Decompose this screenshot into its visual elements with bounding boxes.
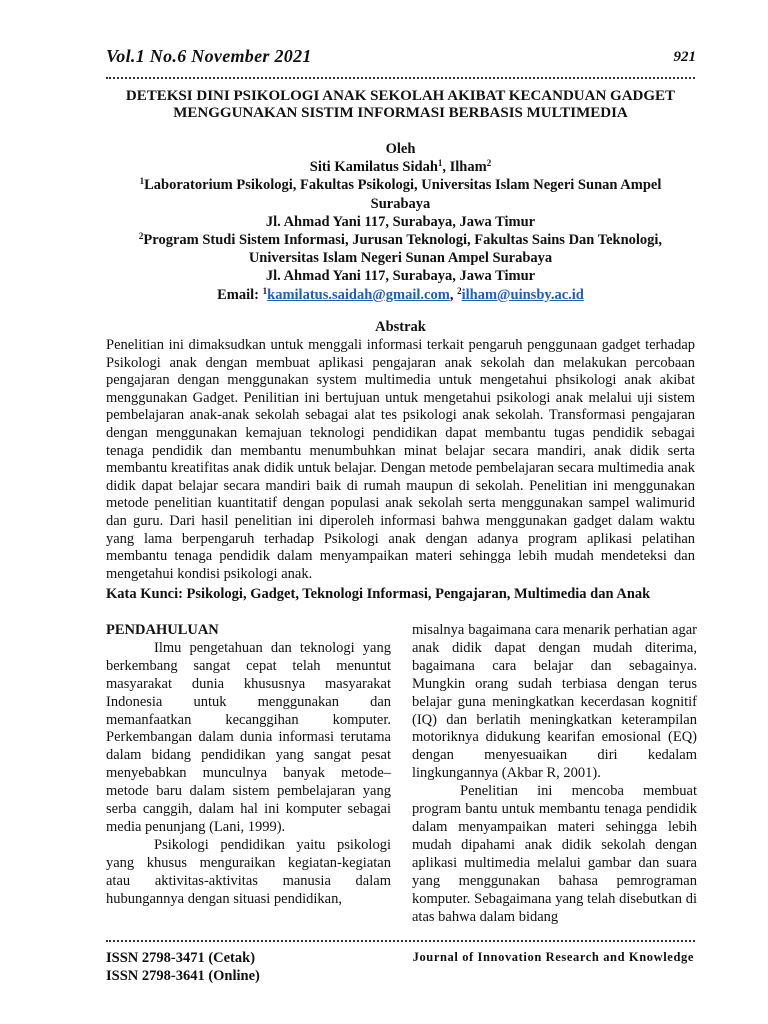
title-line-1: DETEKSI DINI PSIKOLOGI ANAK SEKOLAH AKIBAT KECANDUAN GADGET	[125, 88, 676, 104]
affiliation-1	[106, 176, 695, 194]
paragraph: Psikologi pendidikan yaitu psikologi yang khusus menguraikan kegiatan-kegiatan atau aktivitas-aktivitas manusia dalam hubungannya dengan situasi pendidikan,	[106, 836, 391, 907]
email-link-1[interactable]: kamilatus.saidah@gmail.com	[267, 286, 450, 303]
body-column-left	[106, 622, 391, 909]
author-1: Siti Kamilatus Sidah	[309, 159, 438, 176]
paragraph: misalnya bagaimana cara menarik perhatian agar anak didik dapat dengan mudah diterima, bagaimana cara belajar dan sebagainya. Mungkin orang sudah terbiasa dengan terus belajar guna meningkatkan kecerdasan kognitif (IQ) dan berlatih meningkatkan keterampilan motoriknya didukung kearifan emosional (EQ) dengan menyesuaikan diri kedalam lingkungannya (Akbar R, 2001).	[412, 622, 697, 782]
affiliation-1-text: Laboratorium Psikologi, Fakultas Psikologi, Universitas Islam Negeri Sunan Ampel	[144, 177, 662, 194]
author-names	[106, 158, 695, 176]
affiliation-1-sup: 1	[139, 176, 145, 187]
issn-online: ISSN 2798-3641 (Online)	[106, 968, 260, 984]
email-separator: ,	[449, 286, 458, 303]
section-heading: PENDAHULUAN	[106, 622, 219, 638]
article-title	[106, 88, 695, 122]
abstract-heading: Abstrak	[375, 319, 426, 335]
header-divider	[106, 77, 695, 79]
author-1-sup: 1	[437, 158, 443, 169]
affiliation-2-sup: 2	[138, 231, 144, 242]
author-2-sup: 2	[486, 158, 492, 169]
affiliation-1-city: Surabaya	[370, 195, 431, 212]
paragraph: Penelitian ini mencoba membuat program bantu untuk membantu tenaga pendidik dalam menyampaikan materi sehingga lebih mudah dipahami anak didik sekolah dengan aplikasi multimedia melalui gambar dan suara yang menggunakan bahasa pemrograman komputer. Sebagaimana yang telah disebutkan di atas bahwa dalam bidang	[412, 783, 697, 925]
journal-name: Journal of Innovation Research and Knowledge	[412, 950, 694, 964]
email-1-sup: 1	[262, 285, 268, 296]
keywords: Kata Kunci: Psikologi, Gadget, Teknologi Informasi, Pengajaran, Multimedia dan Anak	[106, 586, 651, 602]
affiliation-1-address: Jl. Ahmad Yani 117, Surabaya, Jawa Timur	[265, 213, 536, 230]
title-line-2: MENGGUNAKAN SISTIM INFORMASI BERBASIS MULTIMEDIA	[173, 105, 628, 121]
email-line	[106, 286, 695, 304]
body-column-right	[412, 622, 697, 926]
journal-volume: Vol.1 No.6 November 2021	[106, 46, 312, 66]
issn-print: ISSN 2798-3471 (Cetak)	[106, 950, 256, 966]
email-link-2[interactable]: ilham@uinsby.ac.id	[461, 286, 584, 303]
affiliation-2-text: Program Studi Sistem Informasi, Jurusan Teknologi, Fakultas Sains Dan Teknologi,	[143, 232, 663, 249]
footer-divider	[106, 940, 695, 942]
abstract-text: Penelitian ini dimaksudkan untuk menggali informasi terkait pengaruh penggunaan gadget terhadap Psikologi anak dengan membuat aplikasi pengajaran anak sekolah dan melakukan percobaan pengajaran dengan menggunakan system multimedia untuk mengetahui phsikologi anak akibat menggunakan Gadget. Penilitian ini bertujuan untuk mengetahui psikologi anak melalui uji sistem pembelajaran anak-anak sekolah sebagai alat tes psikologi anak sekolah. Transformasi pengajaran dengan menggunakan kemajuan teknologi pendidikan dapat membantu tugas pendidik sebagai tenaga pendidik dan membantu menumbuhkan minat belajar secara mandiri, anak didik serta membantu kreatifitas anak didik untuk belajar. Dengan metode pembelajaran secara multimedia anak didik dapat belajar secara mandiri baik di rumah maupun di sekolah. Penelitian ini menggunakan metode penelitian kuantitatif dengan populasi anak sekolah serta menggunakan sampel walimurid dan guru. Dari hasil penelitian ini diperoleh informasi bahwa menggunakan gadget dalam waktu yang lama berpengaruh terhadap Psikologi anak dengan adanya program aplikasi pelatihan membantu tenaga pendidik dalam menyampaikan materi sehingga lebih mudah mendeteksi dan mengetahui kondisi psikologi anak.	[106, 337, 695, 582]
affiliation-2-address: Jl. Ahmad Yani 117, Surabaya, Jawa Timur	[265, 268, 536, 285]
paragraph: Ilmu pengetahuan dan teknologi yang berkembang sangat cepat telah menuntut masyarakat dunia khususnya masyarakat Indonesia untuk menggunakan dan memanfaatkan kecanggihan komputer. Perkembangan dalam dunia informasi terutama dalam bidang pendidikan yang sangat pesat menyebabkan munculnya banyak metode–metode baru dalam sistem pembelajaran yang serba canggih, dalam hal ini komputer sebagai media penunjang (Lani, 1999).	[106, 639, 391, 835]
author-2: , Ilham	[442, 159, 487, 176]
email-label: Email:	[217, 286, 263, 303]
page-number: 921	[673, 49, 696, 65]
email-2-sup: 2	[457, 285, 462, 296]
affiliation-2-university: Universitas Islam Negeri Sunan Ampel Surabaya	[248, 250, 553, 267]
oleh-label: Oleh	[385, 141, 416, 157]
issn-block	[106, 949, 260, 985]
author-block	[106, 140, 695, 304]
affiliation-2	[106, 231, 695, 249]
